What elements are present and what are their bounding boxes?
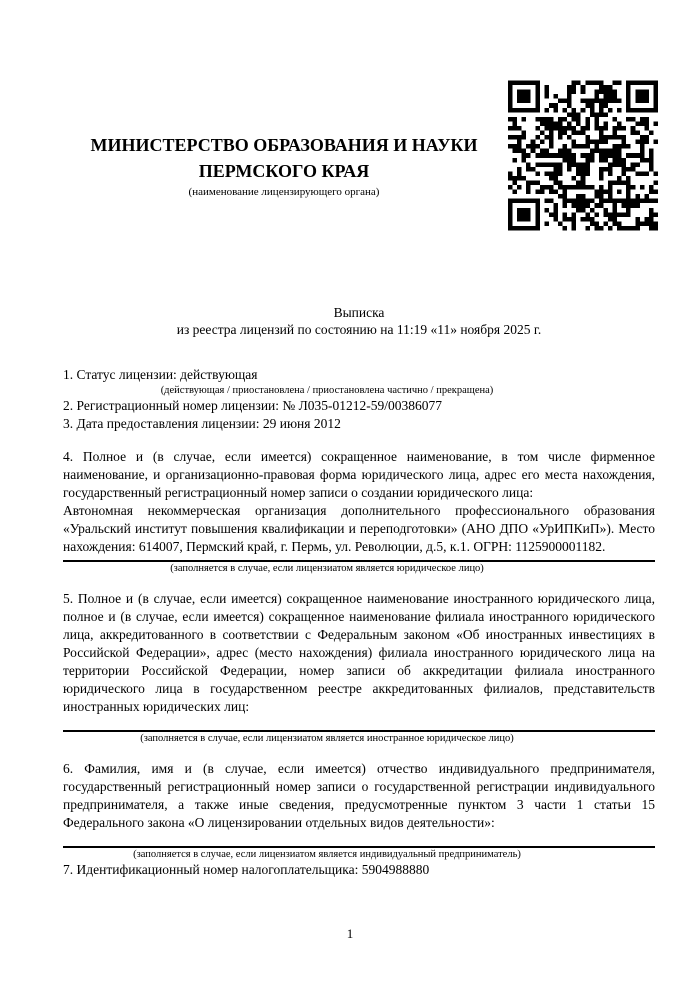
page-number: 1 [346, 926, 354, 941]
field-grant-date: 3. Дата предоставления лицензии: 29 июня 2012 [63, 416, 341, 431]
section-foreign-entity [63, 590, 655, 745]
document-title [63, 304, 655, 338]
document-title-line2: из реестра лицензий по состоянию на 11:19 «11» ноября 2025 г. [176, 322, 542, 337]
document-title-line1: Выписка [333, 305, 385, 320]
individual-entrepreneur-label: 6. Фамилия, имя и (в случае, если имеется) отчество индивидуального предпринимателя, государственный регистрационный номер записи о государственной регистрации индивидуального предпринимателя, а также иные сведения, предусмотренные пунктом 3 части 1 статьи 15 Федерального закона «О лицензировании отдельных видов деятельности»: [63, 761, 655, 830]
legal-entity-value: Автономная некоммерческая организация дополнительного профессионального образования «Уральский институт повышения квалификации и переподготовки» (АНО ДПО «УрИПКиП»). Место нахождения: 614007, Пермский край, г. Пермь, ул. Революции, д.5, к.1. ОГРН: 1125900001182. [63, 503, 655, 554]
legal-entity-caption: (заполняется в случае, если лицензиатом является юридическое лицо) [170, 563, 484, 574]
licensing-authority-caption: (наименование лицензирующего органа) [188, 186, 380, 198]
qr-code-icon [508, 79, 658, 232]
licensing-authority-header [64, 132, 504, 199]
foreign-entity-label: 5. Полное и (в случае, если имеется) сокращенное наименование иностранного юридического лица, полное и (в случае, если имеется) сокращенное наименование филиала иностранного юридического лица, аккредитованного в соответствии с Федеральным законом «Об иностранных инвестициях в Российской Федерации», адрес (место нахождения) филиала иностранного юридического лица на территории Российской Федерации, номер записи об аккредитации филиала иностранного юридического лица в государственном реестре аккредитованных филиалов, представительств иностранных юридических лиц: [63, 591, 655, 714]
document-body [63, 366, 655, 879]
ministry-name-line1: МИНИСТЕРСТВО ОБРАЗОВАНИЯ И НАУКИ [90, 135, 478, 155]
foreign-entity-caption: (заполняется в случае, если лицензиатом является иностранное юридическое лицо) [140, 733, 514, 744]
field-license-status: 1. Статус лицензии: действующая [63, 367, 258, 382]
section-legal-entity [63, 448, 655, 575]
field-registration-number: 2. Регистрационный номер лицензии: № Л035-01212-59/00386077 [63, 398, 443, 413]
field-license-status-caption: (действующая / приостановлена / приостановлена частично / прекращена) [160, 385, 494, 396]
individual-entrepreneur-caption: (заполняется в случае, если лицензиатом является индивидуальный предприниматель) [133, 849, 521, 860]
field-taxpayer-number: 7. Идентификационный номер налогоплательщика: 5904988880 [63, 862, 430, 877]
legal-entity-label: 4. Полное и (в случае, если имеется) сокращенное наименование, в том числе фирменное наименование, и организационно-правовая форма юридического лица, адрес его места нахождения, государственный регистрационный номер записи о создании юридического лица: [63, 449, 655, 500]
section-individual-entrepreneur [63, 760, 655, 861]
ministry-name-line2: ПЕРМСКОГО КРАЯ [198, 161, 370, 181]
